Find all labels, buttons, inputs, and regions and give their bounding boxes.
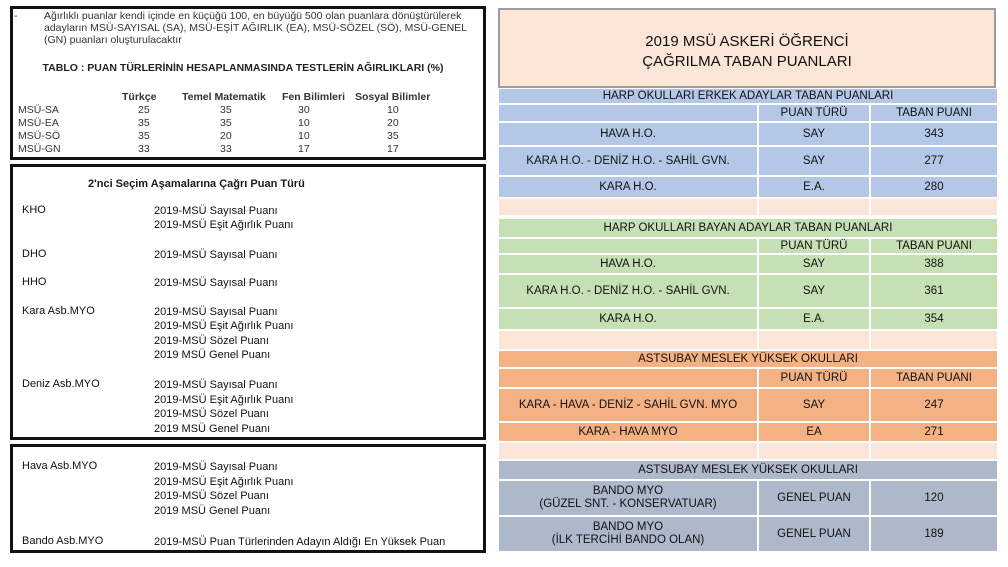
school-score-type: 2019 MSÜ Genel Puanı	[154, 505, 271, 517]
score-type: EA	[758, 422, 870, 442]
weights-cell: 10	[298, 130, 310, 142]
header-empty	[498, 368, 758, 388]
column-header-row	[498, 104, 998, 122]
base-scores-title	[498, 8, 996, 88]
weights-table-title: TABLO : PUAN TÜRLERİNİN HESAPLANMASINDA TESTLERİN AĞIRLIKLARI (%)	[42, 62, 444, 74]
school-score-type: 2019-MSÜ Sayısal Puanı	[154, 379, 278, 391]
intro-bullet: -	[14, 10, 18, 22]
header-empty	[498, 238, 758, 254]
table-row	[498, 176, 998, 198]
title-line-1: 2019 MSÜ ASKERİ ÖĞRENCİ	[645, 33, 849, 50]
school-label: Bando Asb.MYO	[22, 535, 104, 547]
weights-header-matematik: Temel Matematik	[182, 91, 266, 103]
weights-cell: 35	[138, 130, 150, 142]
school-name: KARA H.O. - DENİZ H.O. - SAHİL GVN.	[498, 274, 758, 308]
school-score-type: 2019-MSÜ Sözel Puanı	[154, 335, 269, 347]
weights-header-turkce: Türkçe	[122, 91, 157, 103]
header-taban-puani: TABAN PUANI	[870, 104, 998, 122]
school-score-type: 2019-MSÜ Sayısal Puanı	[154, 277, 278, 289]
school-score-type: 2019-MSÜ Eşit Ağırlık Puanı	[154, 219, 294, 231]
school-label: Hava Asb.MYO	[22, 460, 98, 472]
school-score-type: 2019-MSÜ Sayısal Puanı	[154, 205, 278, 217]
base-score: 271	[870, 422, 998, 442]
spacer-row	[498, 198, 998, 216]
school-score-type: 2019-MSÜ Sayısal Puanı	[154, 461, 278, 473]
school-score-type: 2019-MSÜ Sözel Puanı	[154, 490, 269, 502]
header-puan-turu: PUAN TÜRÜ	[758, 368, 870, 388]
weights-cell: 17	[387, 143, 399, 155]
table-row	[498, 480, 998, 516]
section-title: HARP OKULLARI BAYAN ADAYLAR TABAN PUANLARI	[498, 218, 998, 238]
school-score-type: 2019-MSÜ Puan Türlerinden Adayın Aldığı En Yüksek Puan	[154, 536, 446, 548]
empty-cell	[870, 198, 998, 216]
table-row	[498, 422, 998, 442]
score-type: SAY	[758, 254, 870, 274]
score-type: SAY	[758, 388, 870, 422]
section-title: ASTSUBAY MESLEK YÜKSEK OKULLARI	[498, 350, 998, 368]
school-name-line2: (İLK TERCİHİ BANDO OLAN)	[551, 534, 705, 546]
header-taban-puani: TABAN PUANI	[870, 238, 998, 254]
school-name: KARA - HAVA - DENİZ - SAHİL GVN. MYO	[498, 388, 758, 422]
score-type: GENEL PUAN	[758, 480, 870, 516]
title-line-2: ÇAĞRILMA TABAN PUANLARI	[642, 53, 852, 70]
call-score-title: 2'nci Seçim Aşamalarına Çağrı Puan Türü	[88, 178, 305, 190]
weights-header-fen: Fen Bilimleri	[282, 91, 346, 103]
table-row	[498, 274, 998, 308]
empty-cell	[498, 198, 758, 216]
weights-cell: 35	[220, 104, 232, 116]
weights-cell: 35	[138, 117, 150, 129]
weights-row-name: MSÜ-GN	[18, 143, 61, 155]
school-name-line2: (GÜZEL SNT. - KONSERVATUAR)	[539, 498, 717, 510]
base-scores-panel	[498, 8, 998, 552]
empty-cell	[498, 442, 758, 460]
table-row	[498, 388, 998, 422]
school-score-type: 2019-MSÜ Eşit Ağırlık Puanı	[154, 476, 294, 488]
base-score: 189	[870, 516, 998, 552]
table-row	[498, 308, 998, 330]
weights-cell: 35	[387, 130, 399, 142]
weights-cell: 20	[220, 130, 232, 142]
base-score: 247	[870, 388, 998, 422]
base-score: 120	[870, 480, 998, 516]
base-score: 354	[870, 308, 998, 330]
school-score-type: 2019-MSÜ Sözel Puanı	[154, 408, 269, 420]
score-type: GENEL PUAN	[758, 516, 870, 552]
school-name-line1: BANDO MYO	[592, 485, 664, 497]
school-name: KARA H.O. - DENİZ H.O. - SAHİL GVN.	[498, 146, 758, 176]
base-score: 343	[870, 122, 998, 146]
weights-header-sosyal: Sosyal Bilimler	[355, 91, 431, 103]
base-score: 388	[870, 254, 998, 274]
section-title: HARP OKULLARI ERKEK ADAYLAR TABAN PUANLARI	[498, 88, 998, 104]
column-header-row	[498, 368, 998, 388]
table-row	[498, 122, 998, 146]
school-label: HHO	[22, 276, 47, 288]
section-title-row	[498, 460, 998, 480]
score-type: E.A.	[758, 308, 870, 330]
score-type: SAY	[758, 146, 870, 176]
score-type: SAY	[758, 122, 870, 146]
table-row	[498, 254, 998, 274]
school-name: HAVA H.O.	[498, 254, 758, 274]
spacer-row	[498, 442, 998, 460]
weights-cell: 33	[138, 143, 150, 155]
table-row	[498, 146, 998, 176]
weights-cell: 30	[298, 104, 310, 116]
weights-cell: 35	[220, 117, 232, 129]
empty-cell	[758, 442, 870, 460]
school-score-type: 2019 MSÜ Genel Puanı	[154, 349, 271, 361]
empty-cell	[870, 442, 998, 460]
score-type: E.A.	[758, 176, 870, 198]
school-name-line1: BANDO MYO	[592, 521, 664, 533]
school-name: KARA - HAVA MYO	[498, 422, 758, 442]
empty-cell	[870, 330, 998, 350]
school-name: KARA H.O.	[498, 176, 758, 198]
weights-cell: 25	[138, 104, 150, 116]
header-puan-turu: PUAN TÜRÜ	[758, 104, 870, 122]
column-header-row	[498, 238, 998, 254]
school-score-type: 2019-MSÜ Eşit Ağırlık Puanı	[154, 394, 294, 406]
school-label: Deniz Asb.MYO	[22, 378, 100, 390]
weights-cell: 10	[298, 117, 310, 129]
header-puan-turu: PUAN TÜRÜ	[758, 238, 870, 254]
score-type: SAY	[758, 274, 870, 308]
intro-text: Ağırlıklı puanlar kendi içinde en küçüğü 100, en büyüğü 500 olan puanlara dönüştürülerek adayların MSÜ-SAYISAL (SA), MSÜ-EŞİT AĞIRLIK (EA), MSÜ-SÖZEL (SÖ), MSÜ-GENEL (GN) puanları oluşturulacaktır	[44, 10, 467, 46]
weights-cell: 17	[298, 143, 310, 155]
header-taban-puani: TABAN PUANI	[870, 368, 998, 388]
empty-cell	[758, 330, 870, 350]
weights-row-name: MSÜ-EA	[18, 117, 59, 129]
weights-row-name: MSÜ-SA	[18, 104, 59, 116]
spacer-row	[498, 330, 998, 350]
school-label: DHO	[22, 248, 47, 260]
section-title-row	[498, 88, 998, 104]
school-name: KARA H.O.	[498, 308, 758, 330]
table-row	[498, 516, 998, 552]
weights-cell: 10	[387, 104, 399, 116]
school-name	[498, 516, 758, 552]
empty-cell	[498, 330, 758, 350]
weights-row-name: MSÜ-SÖ	[18, 130, 60, 142]
section-title-row	[498, 218, 998, 238]
base-score: 280	[870, 176, 998, 198]
school-label: KHO	[22, 204, 46, 216]
base-score: 277	[870, 146, 998, 176]
weights-cell: 33	[220, 143, 232, 155]
section-title-row	[498, 350, 998, 368]
base-score: 361	[870, 274, 998, 308]
empty-cell	[758, 198, 870, 216]
school-score-type: 2019-MSÜ Sayısal Puanı	[154, 249, 278, 261]
school-label: Kara Asb.MYO	[22, 305, 95, 317]
school-score-type: 2019-MSÜ Eşit Ağırlık Puanı	[154, 320, 294, 332]
school-score-type: 2019-MSÜ Sayısal Puanı	[154, 306, 278, 318]
header-empty	[498, 104, 758, 122]
school-score-type: 2019 MSÜ Genel Puanı	[154, 423, 271, 435]
weights-cell: 20	[387, 117, 399, 129]
school-name: HAVA H.O.	[498, 122, 758, 146]
school-name	[498, 480, 758, 516]
section-title: ASTSUBAY MESLEK YÜKSEK OKULLARI	[498, 460, 998, 480]
